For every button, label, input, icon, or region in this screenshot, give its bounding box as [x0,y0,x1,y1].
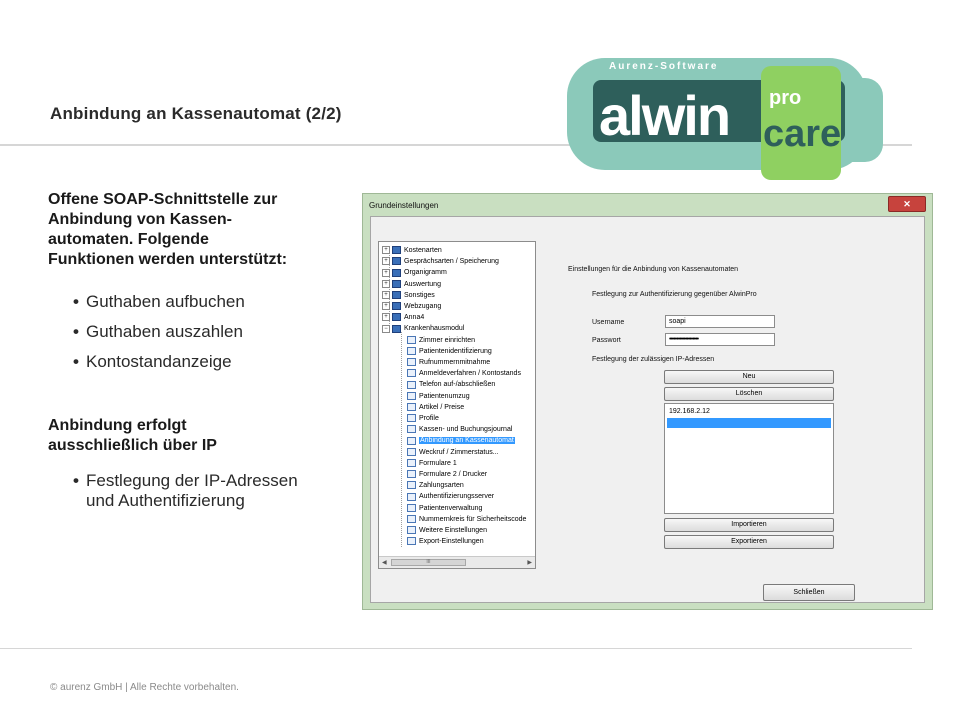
tree-horizontal-scrollbar[interactable] [379,556,535,568]
list-item[interactable]: 192.168.2.12 [669,408,710,415]
settings-page-icon [407,470,416,478]
scrollbar-thumb[interactable]: III [391,559,466,566]
tree-item-label: Kassen- und Buchungsjournal [419,426,513,434]
scroll-right-icon[interactable]: ▶ [527,560,532,566]
tree-item[interactable] [407,515,526,525]
expand-icon[interactable]: + [382,269,390,277]
username-label: Username [592,319,625,326]
export-button[interactable]: Exportieren [664,535,834,549]
tree-item-label: Auswertung [404,280,441,288]
alwin-pro-care-logo [565,52,885,180]
settings-page-icon [407,437,416,445]
tree-item-label: Profile [419,415,439,422]
ip-heading-line: Anbindung erfolgt [48,417,187,434]
tree-connector [401,332,402,547]
tree-item-label: Gesprächsarten / Speicherung [404,258,499,266]
tree-item-label: Sonstiges [404,291,435,299]
settings-page-icon [407,481,416,489]
tree-item[interactable] [407,526,487,536]
settings-page-icon [407,448,416,456]
list-item: • Kontostandanzeige [73,352,232,371]
list-item[interactable] [667,418,831,428]
folder-icon [392,280,401,288]
expand-icon[interactable]: + [382,246,390,254]
dialog-title: Grundeinstellungen [369,201,439,210]
tree-item-label: Artikel / Preise [419,403,465,411]
close-icon[interactable]: ✕ [888,196,926,212]
tree-item-label: Weckruf / Zimmerstatus... [419,448,499,456]
folder-icon [392,291,401,299]
settings-page-icon [407,336,416,344]
password-label: Passwort [592,337,621,344]
tree-item-label: Webzugang [404,303,442,310]
expand-icon[interactable]: + [382,313,390,321]
tree-item[interactable] [407,336,475,346]
settings-page-icon [407,493,416,501]
intro-line: Funktionen werden unterstützt: [48,251,288,268]
new-button[interactable]: Neu [664,370,834,384]
settings-page-icon [407,526,416,534]
tree-item-label: Nummernkreis für Sicherheitscode [419,515,527,523]
logo-word: alwin [599,84,730,147]
settings-page-icon [407,425,416,433]
settings-page-icon [407,459,416,467]
settings-tree[interactable] [378,241,536,569]
collapse-icon[interactable]: − [382,325,390,333]
logo-pro: pro [769,87,802,109]
list-item-text: Guthaben aufbuchen [86,292,245,311]
scroll-left-icon[interactable]: ◀ [382,560,387,566]
auth-label: Festlegung zur Authentifizierung gegenüber AlwinPro [592,291,757,298]
tree-item[interactable] [382,257,499,267]
import-button[interactable]: Importieren [664,518,834,532]
tree-item[interactable] [407,380,495,390]
settings-page-icon [407,392,416,400]
ip-address-list[interactable] [664,403,834,514]
settings-page-icon [407,515,416,523]
tree-item-label: Zahlungsarten [419,482,464,490]
tree-item-label: Kostenarten [404,247,442,254]
list-item-text: Guthaben auszahlen [86,322,243,341]
logo-care: care [763,113,842,155]
settings-page-icon [407,504,416,512]
tree-item-label: Rufnummernmitnahme [419,359,491,366]
tree-item[interactable] [407,459,457,469]
expand-icon[interactable]: + [382,257,390,265]
tree-item-label: Krankenhausmodul [404,325,465,333]
tree-item[interactable] [382,313,424,323]
tree-item[interactable] [407,537,484,547]
folder-icon [392,269,401,277]
expand-icon[interactable]: + [382,280,390,288]
tree-item[interactable] [407,436,515,446]
list-item-text: und Authentifizierung [86,491,245,510]
folder-icon [392,313,401,321]
list-item: • Festlegung der IP-Adressen und Authentifizierung [73,471,298,510]
tree-item-label: Export-Einstellungen [419,538,484,546]
settings-page-icon [407,369,416,377]
tree-item-label: Formulare 2 / Drucker [419,471,488,478]
tree-item[interactable] [382,302,441,312]
tree-item-label: Organigramm [404,269,447,277]
list-item-text: Festlegung der IP-Adressen [86,471,298,490]
tree-item[interactable] [407,403,464,413]
intro-line: automaten. Folgende [48,231,209,248]
tree-item[interactable] [382,291,435,301]
tree-item-label: Patientenidentifizierung [419,347,492,355]
logo-tagline: Aurenz-Software [609,61,719,72]
tree-item-label: Anmeldeverfahren / Kontostands [419,370,521,378]
tree-item[interactable] [407,347,492,357]
panel-heading: Einstellungen für die Anbindung von Kassenautomaten [568,266,739,273]
tree-item-label: Patientenumzug [419,392,470,400]
intro-paragraph [48,190,287,270]
password-field[interactable]: •••••••••••••••••••• [665,333,775,346]
close-button[interactable]: Schließen [763,584,855,601]
settings-dialog [362,193,933,610]
folder-icon [392,302,401,310]
tree-item[interactable] [407,369,521,379]
tree-item[interactable] [382,268,447,278]
tree-item-label: Authentifizierungsserver [419,493,495,501]
settings-page-icon [407,403,416,411]
folder-icon [392,325,401,333]
settings-page-icon [407,537,416,545]
tree-item[interactable] [407,481,464,491]
ip-heading-line: ausschließlich über IP [48,437,217,454]
list-item: • Guthaben auszahlen [73,322,243,341]
ip-heading [48,416,217,456]
tree-item-label: Zimmer einrichten [419,336,476,344]
intro-line: Offene SOAP-Schnittstelle zur [48,191,278,208]
folder-icon [392,257,401,265]
tree-item[interactable] [407,470,487,480]
tree-item[interactable] [407,448,499,458]
tree-item-label: Patientenverwaltung [419,504,483,512]
expand-icon[interactable]: + [382,302,390,310]
settings-page-icon [407,358,416,366]
ip-list-bullets [72,471,298,511]
tree-item[interactable] [382,246,442,256]
tree-item-label: Weitere Einstellungen [419,527,487,534]
settings-page-icon [407,381,416,389]
tree-item[interactable] [407,504,482,514]
username-field[interactable]: soapi [665,315,775,328]
feature-list [72,292,245,382]
expand-icon[interactable]: + [382,291,390,299]
tree-item[interactable] [407,414,439,424]
tree-item[interactable] [407,358,490,368]
tree-item[interactable] [407,425,512,435]
ip-label: Festlegung der zulässigen IP-Adressen [592,356,715,363]
list-item-text: Kontostandanzeige [86,352,232,371]
tree-item-label: Telefon auf-/abschließen [419,381,496,389]
footer-divider [0,648,912,649]
settings-page-icon [407,414,416,422]
delete-button[interactable]: Löschen [664,387,834,401]
tree-item[interactable] [382,324,464,334]
tree-item-label: Anbindung an Kassenautomat [420,437,514,445]
tree-item[interactable] [407,492,494,502]
tree-item-label: Formulare 1 [419,459,457,467]
slide-title: Anbindung an Kassenautomat (2/2) [50,104,342,123]
tree-item-label: Anna4 [404,314,425,322]
footer-copyright: © aurenz GmbH | Alle Rechte vorbehalten. [50,682,239,693]
folder-icon [392,246,401,254]
tree-item[interactable] [382,280,441,290]
list-item: • Guthaben aufbuchen [73,292,245,311]
settings-page-icon [407,347,416,355]
tree-item[interactable] [407,392,470,402]
intro-line: Anbindung von Kassen- [48,211,232,228]
